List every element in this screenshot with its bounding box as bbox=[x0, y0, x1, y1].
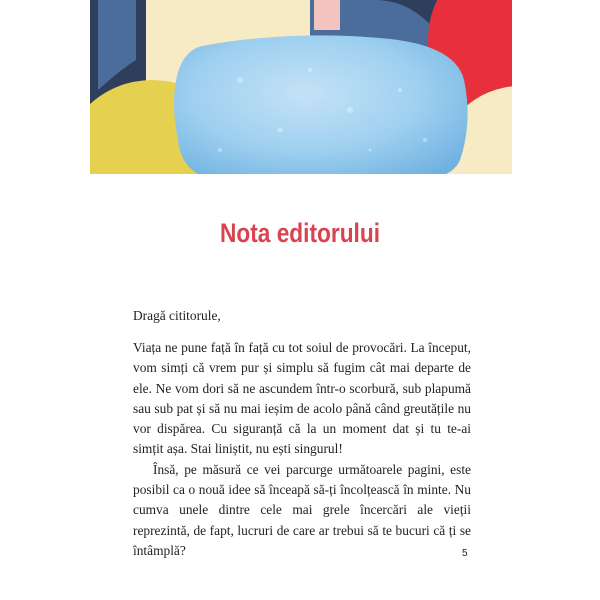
salutation: Dragă cititorule, bbox=[133, 308, 221, 323]
pink-block bbox=[314, 0, 340, 30]
watercolor-blob bbox=[174, 35, 468, 174]
body-text bbox=[133, 338, 471, 561]
paragraph: Însă, pe măsură ce vei parcurge următoarele pagini, este posibil ca o nouă idee să înceapă să-ți încolțească în minte. Nu cumva unele dintre cele mai grele încercări ale vieții reprezintă, de fapt, lucruri de care ar trebui să te bucuri că ți se întâmplă? bbox=[133, 461, 471, 558]
page-number: 5 bbox=[462, 548, 468, 559]
paragraph: Viața ne pune față în față cu tot soiul de provocări. La început, vom simți că vrem pur și simplu să fugim cât mai departe de ele. Ne vom dori să ne ascundem într-o scorbură, sub plapumă sau sub pat și să nu mai ieșim de acolo până când greutățile nu vor dispărea. Cu siguranță că la un moment dat și tu te-ai simțit așa. Stai liniștit, nu ești singurul! bbox=[133, 340, 471, 457]
header-illustration bbox=[90, 0, 512, 174]
page-title: Nota editorului bbox=[219, 218, 381, 248]
